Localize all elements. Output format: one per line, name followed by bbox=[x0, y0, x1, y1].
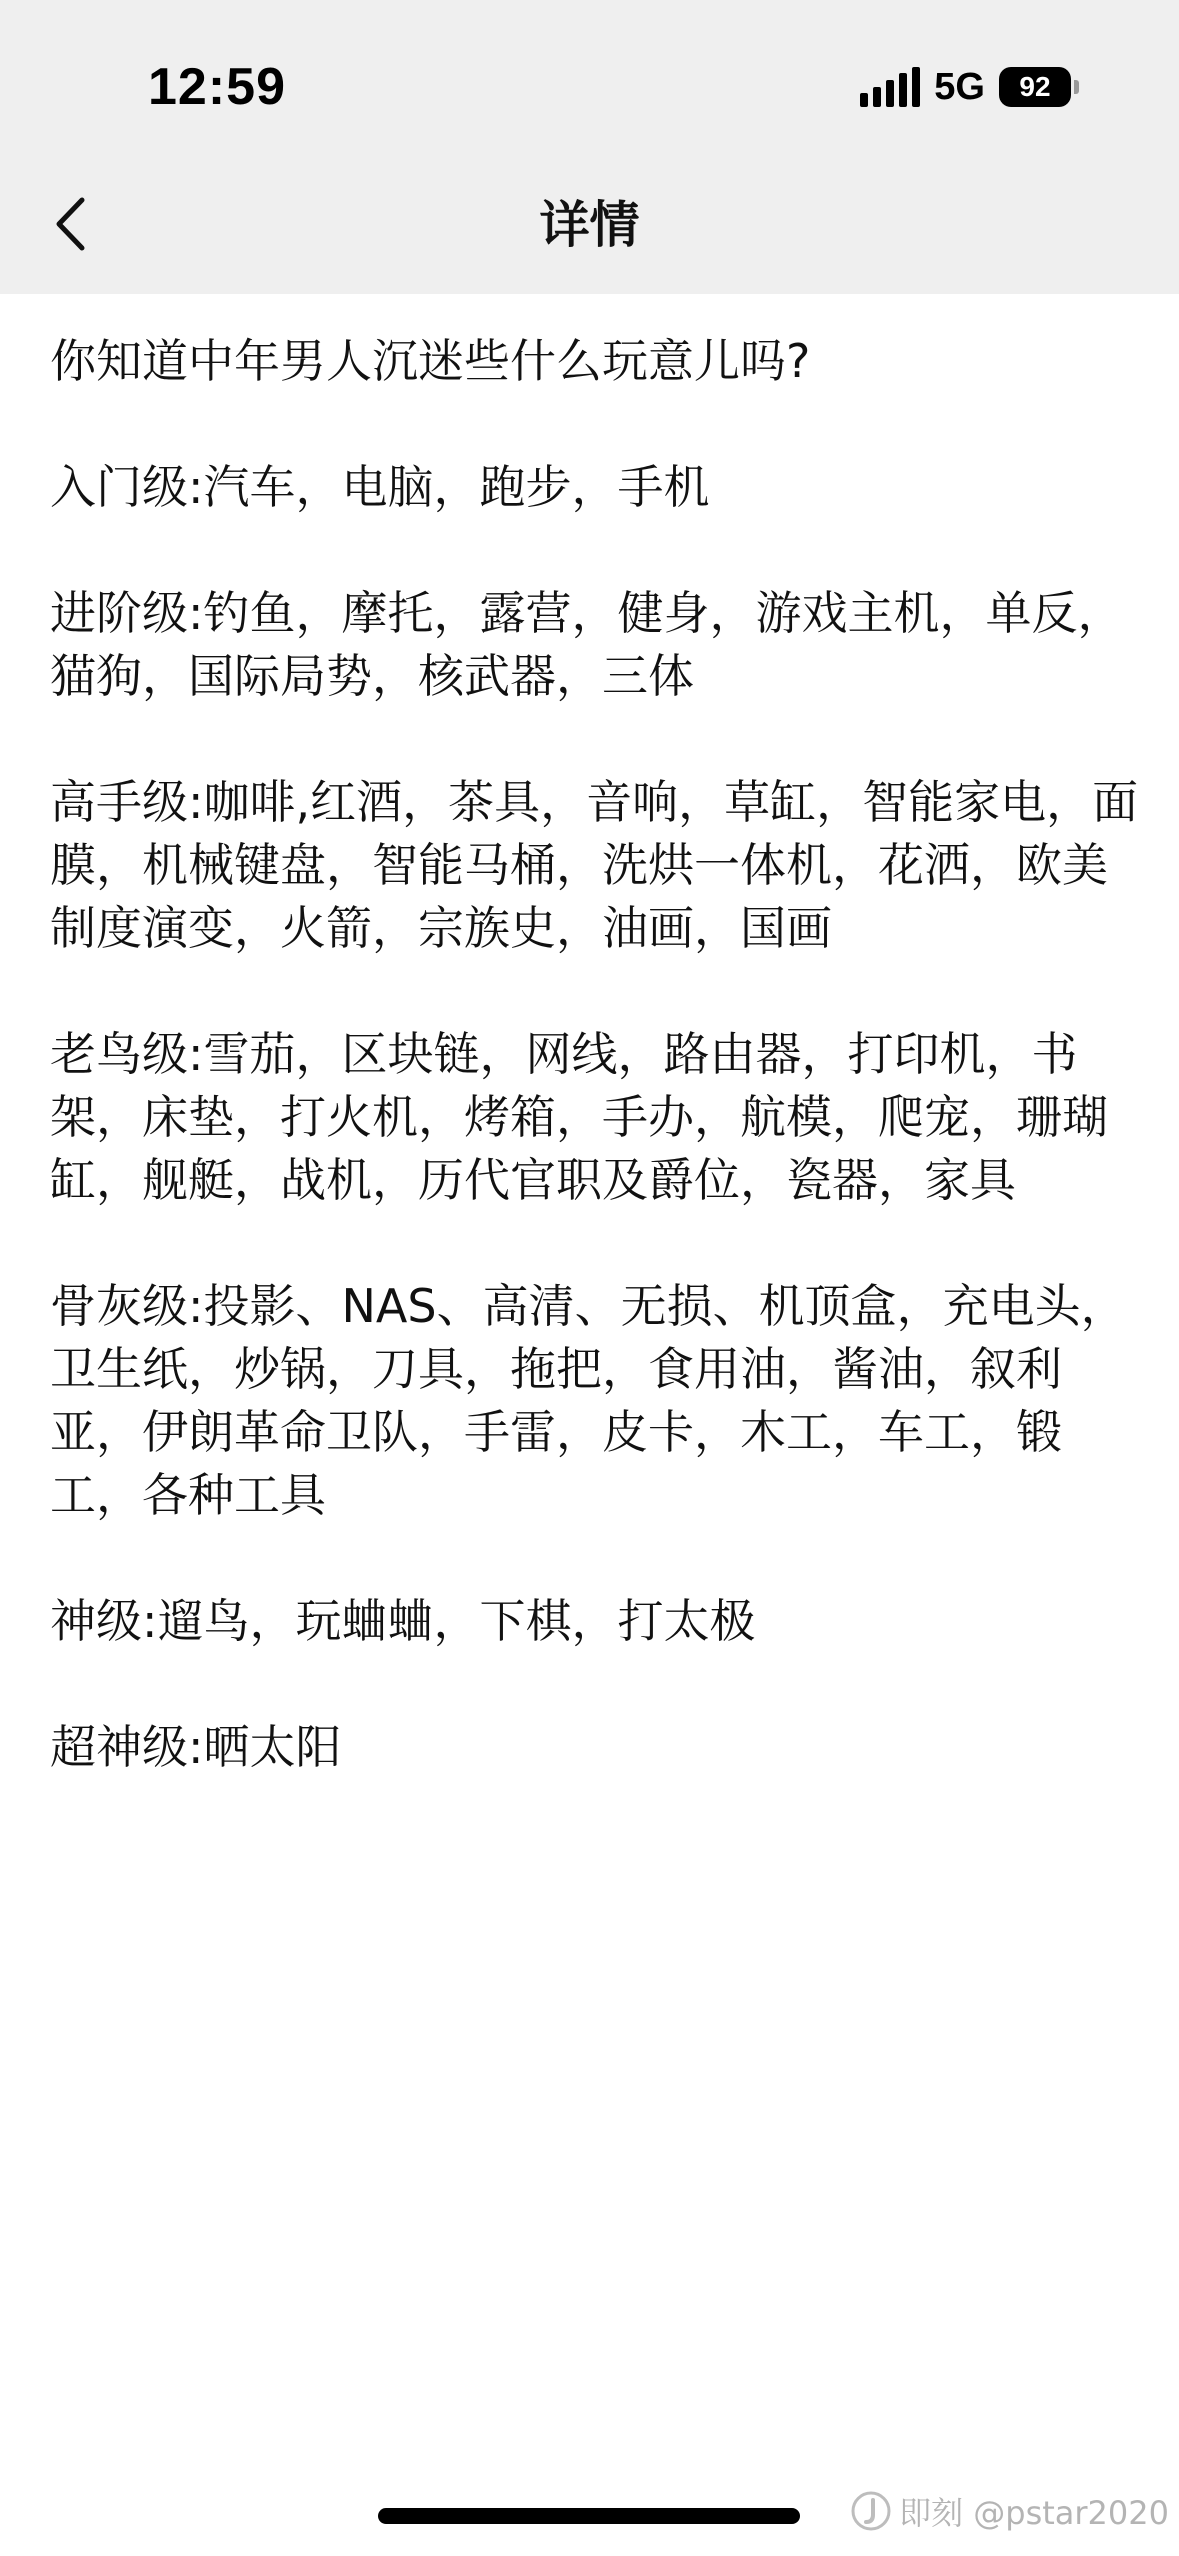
jike-logo-icon bbox=[851, 2491, 891, 2531]
paragraph-entry-level: 入门级:汽车，电脑，跑步，手机 bbox=[50, 460, 710, 514]
paragraph-expert-level: 高手级:咖啡,红酒，茶具，音响，草缸，智能家电，面膜，机械键盘，智能马桶，洗烘一体机，花洒，欧美制度演变，火箭，宗族史，油画，国画 bbox=[50, 775, 1139, 955]
home-indicator[interactable] bbox=[378, 2508, 800, 2524]
paragraph-supergod-level: 超神级:晒太阳 bbox=[50, 1720, 342, 1774]
battery-tip bbox=[1074, 80, 1079, 94]
top-bar bbox=[0, 0, 1179, 294]
paragraph-hardcore-level: 骨灰级:投影、NAS、高清、无损、机顶盒，充电头，卫生纸，炒锅，刀具，拖把，食用油，酱油，叙利亚，伊朗革命卫队，手雷，皮卡，木工，车工，锻工，各种工具 bbox=[50, 1279, 1127, 1522]
watermark bbox=[851, 2488, 1169, 2534]
status-indicators bbox=[860, 62, 1079, 112]
post-content bbox=[50, 330, 1140, 1842]
battery-icon bbox=[999, 67, 1079, 107]
watermark-text: 即刻 @pstar2020 bbox=[899, 2494, 1169, 2532]
battery-level: 92 bbox=[999, 67, 1071, 107]
page-title: 详情 bbox=[539, 196, 640, 254]
paragraph-intro: 你知道中年男人沉迷些什么玩意儿吗? bbox=[50, 334, 811, 388]
signal-icon bbox=[860, 67, 920, 107]
paragraph-veteran-level: 老鸟级:雪茄，区块链，网线，路由器，打印机，书架，床垫，打火机，烤箱，手办，航模，爬宠，珊瑚缸，舰艇，战机，历代官职及爵位，瓷器，家具 bbox=[50, 1027, 1108, 1207]
status-time: 12:59 bbox=[148, 58, 286, 116]
network-label: 5G bbox=[934, 65, 985, 108]
paragraph-god-level: 神级:遛鸟，玩蛐蛐，下棋，打太极 bbox=[50, 1594, 756, 1648]
paragraph-advanced-level: 进阶级:钓鱼，摩托，露营，健身，游戏主机，单反，猫狗，国际局势，核武器，三体 bbox=[50, 586, 1124, 703]
